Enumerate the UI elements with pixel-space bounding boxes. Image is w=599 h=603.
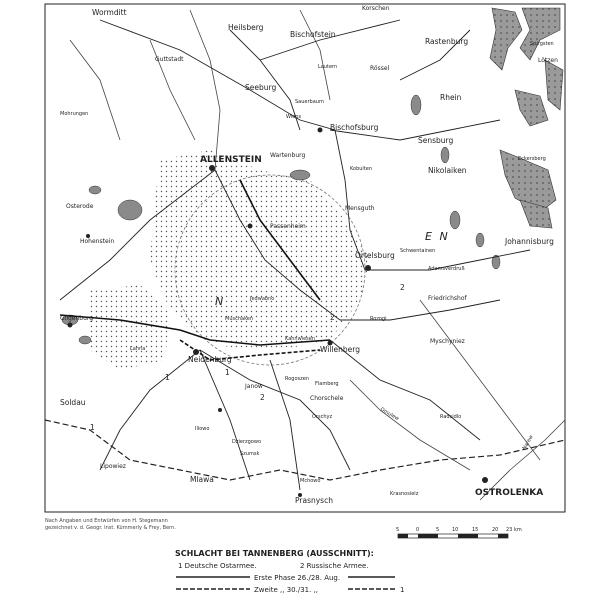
legend bbox=[175, 549, 404, 594]
label-mchowo: Mchowo bbox=[300, 478, 321, 484]
svg-text:2: 2 bbox=[260, 393, 265, 402]
label-allenstein: ALLENSTEIN bbox=[200, 155, 262, 165]
label-adamsverdruss: Adamsverdruß bbox=[428, 266, 465, 272]
credit-line-2: gezeichnet v. d. Geogr. Inst. Kümmerly & Frey, Bern. bbox=[45, 525, 176, 531]
label-lautern: Lautern bbox=[318, 64, 338, 70]
label-mensguth: Mensguth bbox=[345, 205, 375, 212]
label-illowo: Illowo bbox=[195, 426, 210, 432]
label-spirgsten: Spirgsten bbox=[530, 41, 554, 47]
scale-tick-4: 15 bbox=[472, 527, 479, 533]
label-bischofsburg: Bischofsburg bbox=[330, 123, 379, 132]
label-wieps: Wieps bbox=[286, 114, 302, 120]
label-johannisburg: Johannisburg bbox=[505, 237, 554, 246]
legend-phase-2: Zweite ,, 30./31. ,, bbox=[254, 586, 319, 594]
label-seeburg: Seeburg bbox=[245, 83, 277, 92]
scale-tick-0: 5 bbox=[396, 527, 400, 533]
label-rozogi: Rozogi bbox=[370, 316, 387, 322]
label-bischofstein: Bischofstein bbox=[290, 30, 336, 39]
label-lahna: Lahna bbox=[130, 346, 146, 352]
label-ostrolenka: OSTROLENKA bbox=[475, 488, 544, 498]
label-guttstadt: Guttstadt bbox=[155, 56, 184, 63]
label-radsidlo: Radsidlo bbox=[440, 414, 462, 420]
svg-text:1: 1 bbox=[225, 368, 230, 377]
label-passenheim: Passenheim bbox=[270, 223, 306, 230]
svg-text:2: 2 bbox=[400, 283, 405, 292]
svg-text:1: 1 bbox=[90, 423, 95, 432]
label-friedrichshof: Friedrichshof bbox=[428, 295, 467, 302]
label-kannwiesen: Kannwiesen bbox=[285, 336, 315, 342]
label-muschaken: Muschaken bbox=[225, 316, 254, 322]
scale-bar bbox=[396, 527, 522, 538]
label-willenberg: Willenberg bbox=[320, 345, 360, 354]
legend-phase-1: Erste Phase 26./28. Aug. bbox=[254, 574, 341, 582]
credit-line-1: Nach Angaben und Entwürfen von H. Stegemann bbox=[45, 518, 168, 524]
label-heilsberg: Heilsberg bbox=[228, 23, 264, 32]
label-chorzele: Chorschele bbox=[310, 395, 344, 402]
scale-tick-2: 5 bbox=[436, 527, 440, 533]
forest-region-2 bbox=[90, 285, 170, 370]
label-omulew: Omulew bbox=[379, 406, 400, 422]
label-nikolaiken: Nikolaiken bbox=[428, 166, 467, 175]
label-szumsk: Szumsk bbox=[240, 451, 260, 457]
label-janow: Janow bbox=[245, 383, 263, 390]
legend-army-1: 1 Deutsche Ostarmee. bbox=[178, 562, 257, 570]
label-jedwabno: Jedwabno bbox=[250, 296, 275, 302]
label-mlawa: Mlawa bbox=[190, 475, 214, 484]
label-wartenburg: Wartenburg bbox=[270, 152, 306, 159]
label-korschen: Korschen bbox=[362, 5, 390, 12]
label-gilgenburg: Gilgenburg bbox=[60, 315, 94, 322]
scale-tick-5: 20 bbox=[492, 527, 499, 533]
label-big-letter: N bbox=[215, 295, 226, 308]
label-schwentainen: Schwentainen bbox=[400, 248, 436, 254]
label-soldau: Soldau bbox=[60, 398, 86, 407]
label-rastenburg: Rastenburg bbox=[425, 37, 469, 46]
forest-region bbox=[150, 150, 373, 350]
label-rogoszen: Rogoszen bbox=[285, 376, 310, 382]
label-dzierzgowo: Dzierzgowo bbox=[232, 439, 262, 445]
label-region: E N bbox=[425, 230, 450, 243]
label-kobulten: Kobulten bbox=[350, 166, 373, 172]
label-rhein: Rhein bbox=[440, 93, 462, 102]
label-sauerbaum: Sauerbaum bbox=[295, 99, 324, 105]
label-rossel: Rössel bbox=[370, 65, 390, 72]
legend-marker-1: 1 bbox=[400, 586, 405, 594]
label-osterode: Osterode bbox=[66, 203, 94, 210]
label-myschyniez: Myschyniez bbox=[430, 338, 465, 345]
legend-title: SCHLACHT BEI TANNENBERG (AUSSCHNITT): bbox=[175, 549, 374, 558]
label-flamberg: Flamberg bbox=[315, 381, 339, 387]
scale-tick-1: 0 bbox=[416, 527, 420, 533]
scale-tick-3: 10 bbox=[452, 527, 459, 533]
legend-army-2: 2 Russische Armee. bbox=[300, 562, 369, 570]
label-ortelsburg: Ortelsburg bbox=[355, 251, 395, 260]
label-krasnosiolz: Krasnosielz bbox=[390, 491, 419, 497]
label-neidenburg: Neidenburg bbox=[188, 355, 232, 364]
scale-tick-6: 23 km bbox=[506, 527, 522, 533]
province-border bbox=[45, 420, 565, 480]
label-mohrungen: Mohrungen bbox=[60, 111, 89, 117]
label-eckersberg: Eckersberg bbox=[518, 156, 546, 162]
label-sensburg: Sensburg bbox=[418, 136, 454, 145]
label-lipowiez: Lipowiez bbox=[100, 463, 126, 470]
label-lotzen: Lötzen bbox=[538, 57, 558, 64]
svg-text:1: 1 bbox=[165, 373, 170, 382]
label-wormditt: Wormditt bbox=[92, 8, 127, 17]
label-orschyz: Orschyz bbox=[312, 414, 333, 420]
svg-text:2: 2 bbox=[330, 313, 335, 322]
label-narew: Narew bbox=[521, 434, 535, 451]
label-prasnysch: Prasnysch bbox=[295, 496, 333, 505]
label-hohenstein: Hohenstein bbox=[80, 238, 115, 245]
